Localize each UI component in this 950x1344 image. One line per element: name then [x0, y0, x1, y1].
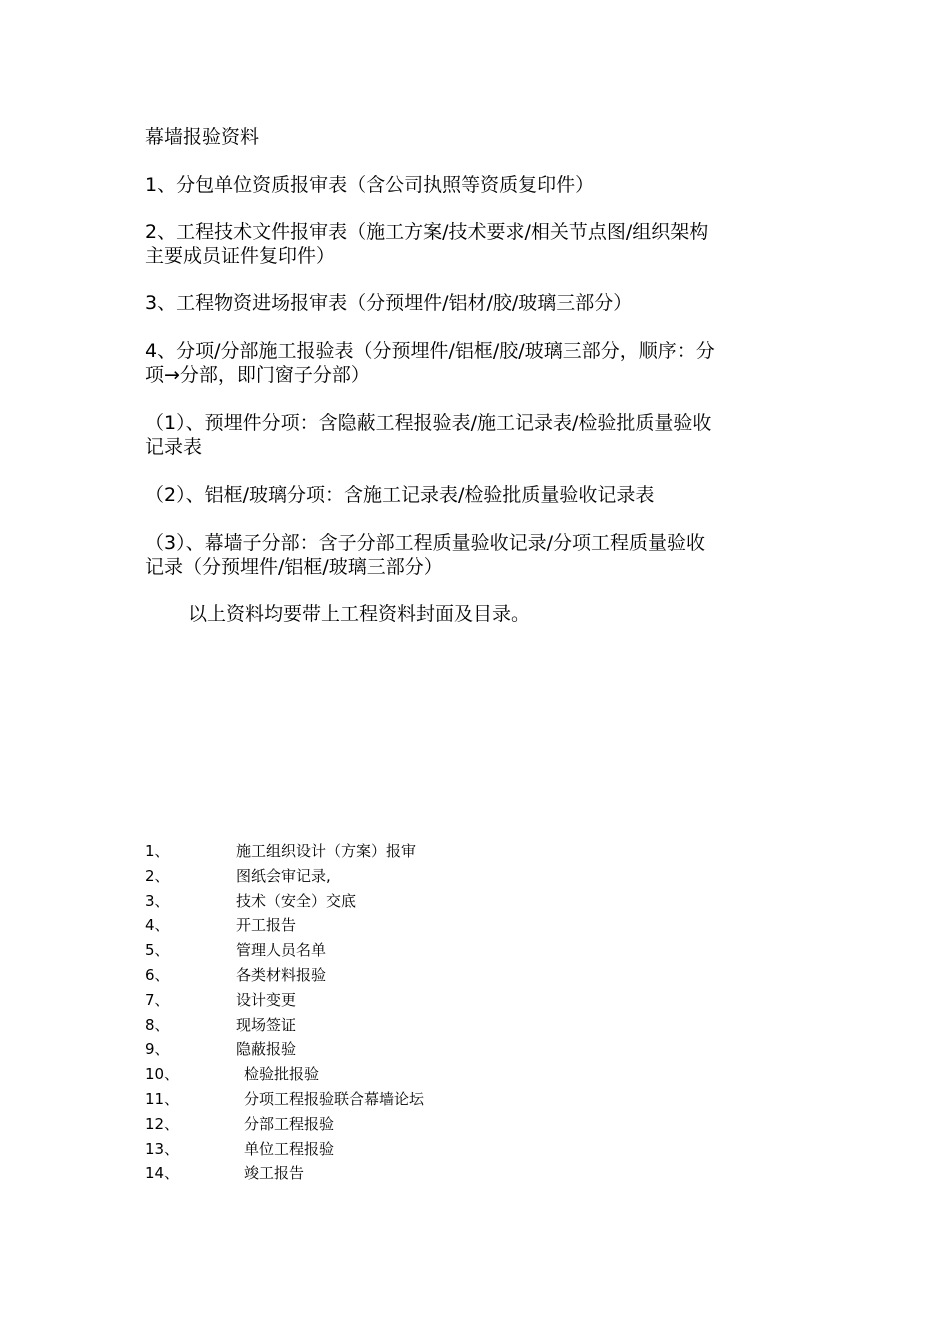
paragraph-6: （2）、铝框/玻璃分项：含施工记录表/检验批质量验收记录表 — [145, 484, 655, 506]
list-item — [145, 989, 645, 1014]
list-item — [145, 865, 645, 890]
list-item-number: 4、 — [145, 916, 170, 935]
list-item — [145, 1162, 645, 1187]
list-item — [145, 890, 645, 915]
paragraph-7: （3）、幕墙子分部：含子分部工程质量验收记录/分项工程质量验收 记录（分预埋件/铝框/玻璃三部分） — [145, 532, 705, 578]
list-item-number: 8、 — [145, 1015, 170, 1034]
paragraph-1: 1、分包单位资质报审表（含公司执照等资质复印件） — [145, 174, 595, 196]
list-item-number: 9、 — [145, 1040, 170, 1059]
list-item — [145, 939, 645, 964]
list-item-text: 竣工报告 — [244, 1164, 305, 1183]
list-item — [145, 1138, 645, 1163]
list-item — [145, 914, 645, 939]
list-item-text: 设计变更 — [236, 990, 297, 1009]
list-item — [145, 1038, 645, 1063]
list-item-text: 图纸会审记录, — [236, 866, 331, 885]
list-item-number: 14、 — [145, 1164, 180, 1183]
list-item-text: 管理人员名单 — [236, 941, 327, 960]
list-item-number: 1、 — [145, 842, 170, 860]
list-item-number: 12、 — [145, 1114, 180, 1133]
list-item-number: 11、 — [145, 1089, 180, 1108]
list-item-text: 单位工程报验 — [244, 1139, 335, 1158]
list-item-number: 3、 — [145, 891, 170, 910]
list-item-number: 7、 — [145, 990, 170, 1009]
paragraph-4: 4、分项/分部施工报验表（分预埋件/铝框/胶/玻璃三部分，顺序：分 项→分部，即门窗子分部） — [145, 340, 715, 386]
list-item — [145, 1014, 645, 1039]
list-item-text: 各类材料报验 — [236, 965, 327, 984]
list-item — [145, 1088, 645, 1113]
list-item — [145, 1063, 645, 1088]
list-item-text: 分项工程报验联合幕墙论坛 — [244, 1089, 425, 1108]
list-item — [145, 964, 645, 989]
paragraph-2: 2、工程技术文件报审表（施工方案/技术要求/相关节点图/组织架构 主要成员证件复印件） — [145, 221, 709, 267]
paragraph-5: （1）、预埋件分项：含隐蔽工程报验表/施工记录表/检验批质量验收 记录表 — [145, 412, 712, 458]
list-item-text: 分部工程报验 — [244, 1114, 335, 1133]
list-item-number: 5、 — [145, 941, 170, 960]
closing-note: 以上资料均要带上工程资料封面及目录。 — [188, 603, 531, 625]
document-title: 幕墙报验资料 — [145, 126, 260, 148]
list-item — [145, 840, 645, 865]
list-item-text: 检验批报验 — [244, 1065, 320, 1084]
list-item-text: 隐蔽报验 — [236, 1040, 297, 1059]
list-item-text: 施工组织设计（方案）报审 — [236, 842, 417, 860]
list-item — [145, 1113, 645, 1138]
list-item-number: 13、 — [145, 1139, 180, 1158]
list-item-text: 现场签证 — [236, 1015, 297, 1034]
list-item-text: 开工报告 — [236, 916, 297, 935]
list-item-text: 技术（安全）交底 — [236, 891, 357, 910]
list-item-number: 10、 — [145, 1065, 180, 1084]
document-checklist — [145, 840, 645, 1187]
paragraph-3: 3、工程物资进场报审表（分预埋件/铝材/胶/玻璃三部分） — [145, 292, 633, 314]
list-item-number: 2、 — [145, 866, 170, 885]
list-item-number: 6、 — [145, 965, 170, 984]
